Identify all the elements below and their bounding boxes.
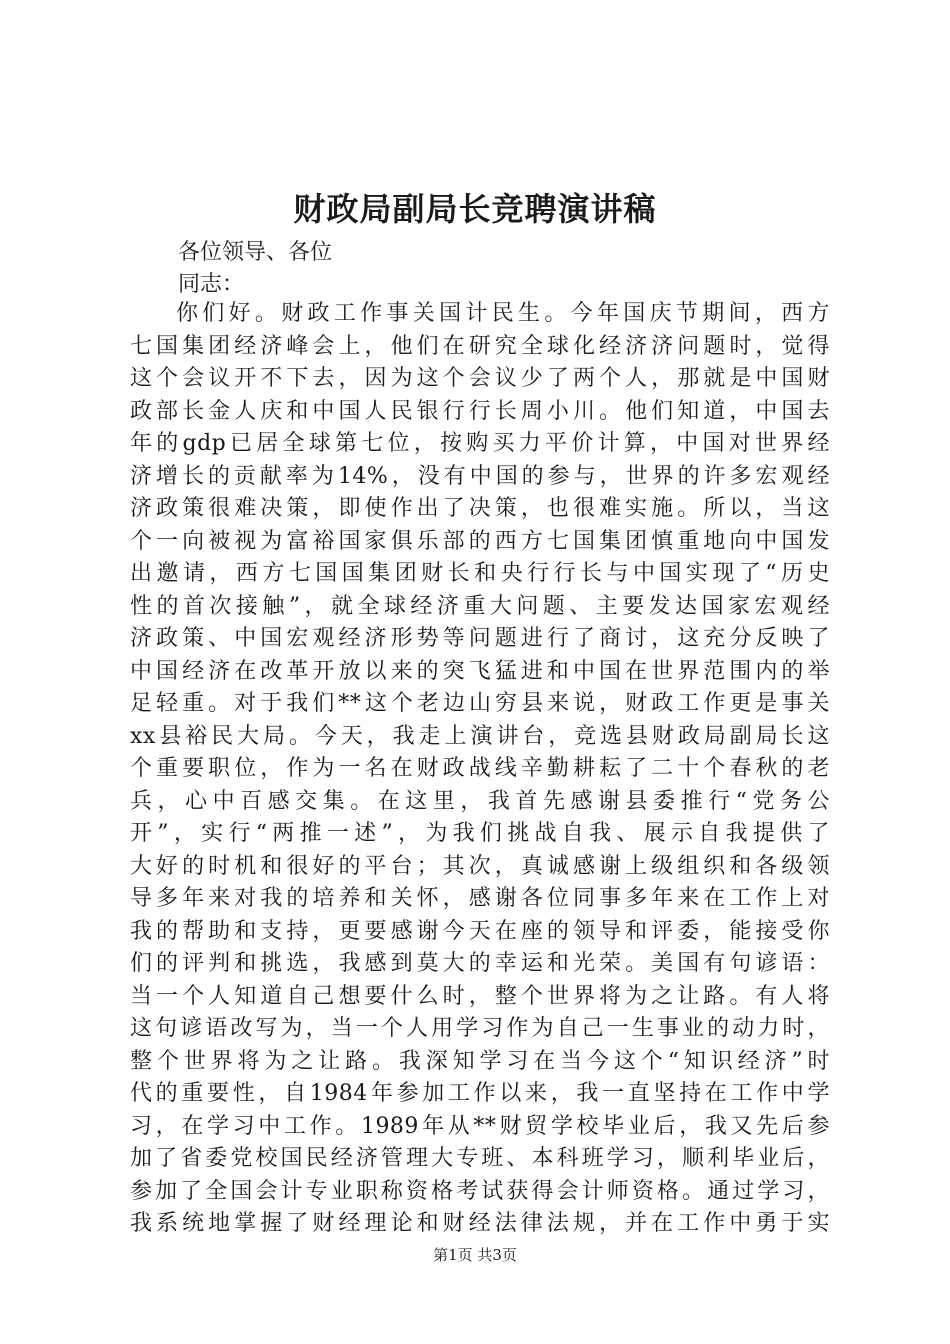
- document-title: 财政局副局长竞聘演讲稿: [293, 190, 657, 228]
- body-line: 兵，心中百感交集。在这里，我首先感谢县委推行“党务公: [130, 788, 830, 814]
- body-line: 开”，实行“两推一述”，为我们挑战自我、展示自我提供了: [130, 821, 830, 846]
- body-line: 济增长的贡献率为14%，没有中国的参与，世界的许多宏观经: [130, 463, 830, 489]
- body-line: 中国经济在改革开放以来的突飞猛进和中国在世界范围内的举: [130, 658, 830, 684]
- body-line: 年的gdp已居全球第七位，按购买力平价计算，中国对世界经: [130, 431, 830, 456]
- body-paragraph: [130, 298, 830, 1241]
- body-line: 导多年来对我的培养和关怀，感谢各位同事多年来在工作上对: [130, 886, 830, 911]
- body-line: 整个世界将为之让路。我深知学习在当今这个“知识经济”时: [130, 1048, 830, 1074]
- body-line: 七国集团经济峰会上，他们在研究全球化经济济问题时，觉得: [130, 333, 830, 359]
- body-line: 政部长金人庆和中国人民银行行长周小川。他们知道，中国去: [130, 398, 830, 424]
- body-line: 个重要职位，作为一名在财政战线辛勤耕耘了二十个春秋的老: [130, 756, 830, 781]
- body-line: 大好的时机和很好的平台；其次，真诚感谢上级组织和各级领: [130, 853, 830, 879]
- body-line: 们的评判和挑选，我感到莫大的幸运和光荣。美国有句谚语：: [130, 951, 830, 976]
- body-line: 足轻重。对于我们**这个老边山穷县来说，财政工作更是事关: [130, 691, 830, 716]
- body-line: 我系统地掌握了财经理论和财经法律法规，并在工作中勇于实: [130, 1211, 830, 1236]
- salutation-line-1: 各位领导、各位: [178, 240, 333, 265]
- body-line: 出邀请，西方七国国集团财长和央行行长与中国实现了“历史: [130, 561, 830, 586]
- body-line: 这句谚语改写为，当一个人用学习作为自己一生事业的动力时，: [130, 1016, 830, 1041]
- body-line: 济政策很难决策，即使作出了决策，也很难实施。所以，当这: [130, 496, 830, 521]
- page-footer: 第1页 共3页: [433, 1246, 517, 1264]
- body-line: 代的重要性，自1984年参加工作以来，我一直坚持在工作中学: [130, 1081, 830, 1106]
- body-line: 性的首次接触”，就全球经济重大问题、主要发达国家宏观经: [130, 593, 830, 619]
- body-line: 加了省委党校国民经济管理大专班、本科班学习，顺利毕业后，: [130, 1146, 830, 1171]
- body-line: 当一个人知道自己想要什么时，整个世界将为之让路。有人将: [130, 983, 830, 1009]
- body-line: 济政策、中国宏观经济形势等问题进行了商讨，这充分反映了: [130, 626, 830, 651]
- body-line: 习，在学习中工作。1989年从**财贸学校毕业后，我又先后参: [130, 1113, 830, 1139]
- salutation-line-2: 同志：: [178, 272, 245, 297]
- body-line: 参加了全国会计专业职称资格考试获得会计师资格。通过学习，: [130, 1178, 830, 1204]
- body-line: 我的帮助和支持，更要感谢今天在座的领导和评委，能接受你: [130, 918, 830, 944]
- body-line: 个一向被视为富裕国家俱乐部的西方七国集团慎重地向中国发: [130, 528, 830, 554]
- body-line: 你们好。财政工作事关国计民生。今年国庆节期间，西方: [176, 301, 830, 326]
- body-line: 这个会议开不下去，因为这个会议少了两个人，那就是中国财: [130, 366, 830, 391]
- body-line: xx县裕民大局。今天，我走上演讲台，竞选县财政局副局长这: [130, 723, 830, 749]
